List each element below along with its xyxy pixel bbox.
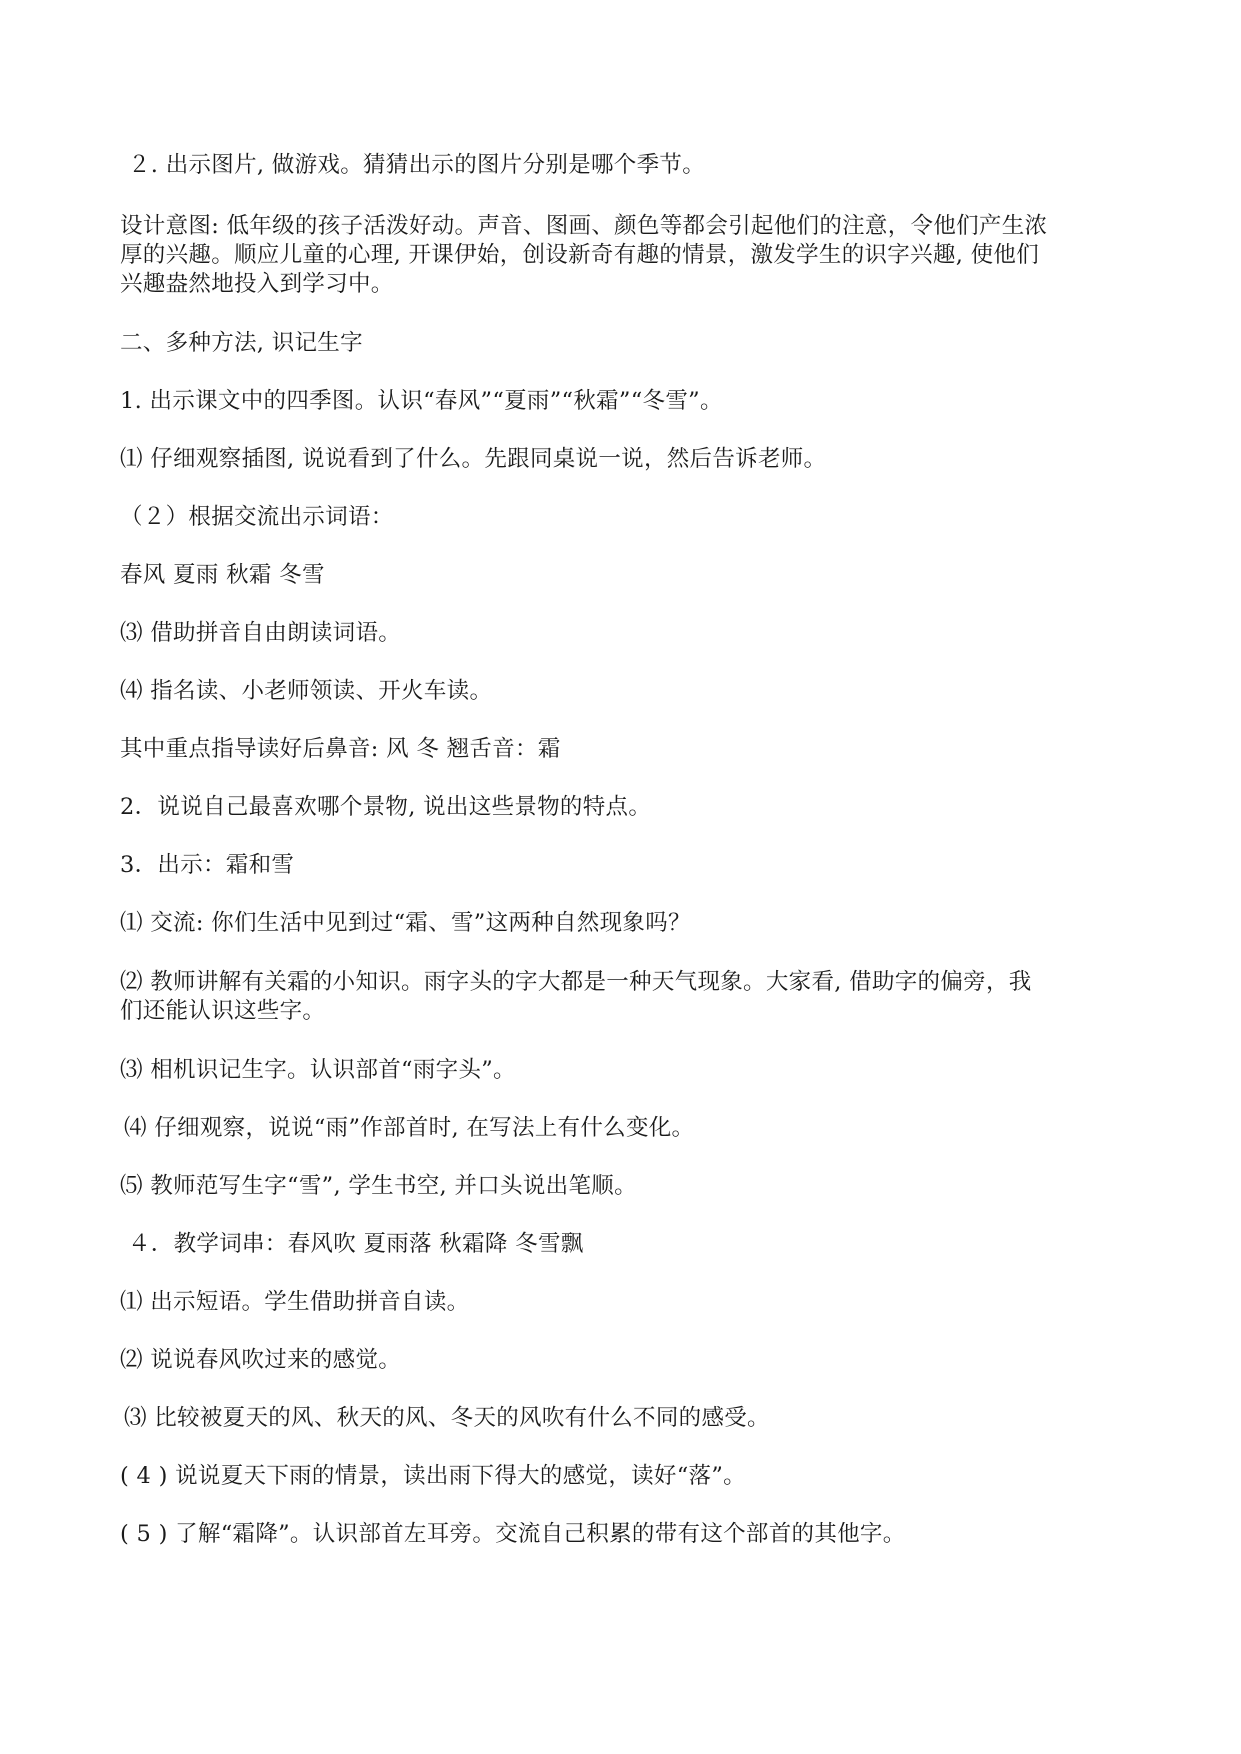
sub-item-2-teacher-explain-line-1: ⑵ 教师讲解有关霜的小知识。雨字头的字大都是一种天气现象。大家看, 借助字的偏旁，我: [120, 969, 1032, 995]
sub-item-4-summer-rain: ( 4 ) 说说夏天下雨的情景，读出雨下得大的感觉，读好“落”。: [120, 1463, 746, 1489]
pronunciation-focus: 其中重点指导读好后鼻音: 风 冬 翘舌音：霜: [120, 736, 561, 762]
sub-item-3-read-pinyin: ⑶ 借助拼音自由朗读词语。: [120, 620, 402, 646]
sub-item-1-observe: ⑴ 仔细观察插图, 说说看到了什么。先跟同桌说一说，然后告诉老师。: [120, 446, 827, 472]
design-intent-line-1: 设计意图: 低年级的孩子活泼好动。声音、图画、颜色等都会引起他们的注意，令他们产生浓: [120, 213, 1048, 239]
section-heading-2: 二、多种方法, 识记生字: [120, 330, 363, 356]
sub-item-5-write-snow: ⑸ 教师范写生字“雪”, 学生书空, 并口头说出笔顺。: [120, 1173, 637, 1199]
sub-item-2-spring-wind: ⑵ 说说春风吹过来的感觉。: [120, 1347, 402, 1373]
step-2-show-pictures: ２. 出示图片, 做游戏。猜猜出示的图片分别是哪个季节。: [128, 152, 706, 178]
sub-item-4-observe-radical: ⑷ 仔细观察，说说“雨”作部首时, 在写法上有什么变化。: [124, 1115, 695, 1141]
sub-item-2-teacher-explain-line-2: 们还能认识这些字。: [120, 998, 326, 1024]
item-4-word-chain: ４．教学词串：春风吹 夏雨落 秋霜降 冬雪飘: [128, 1231, 584, 1257]
item-2-favorite-scene: 2．说说自己最喜欢哪个景物, 说出这些景物的特点。: [120, 794, 652, 820]
sub-item-3-radical: ⑶ 相机识记生字。认识部首“雨字头”。: [120, 1057, 516, 1083]
item-3-frost-snow: 3．出示：霜和雪: [120, 852, 295, 878]
design-intent-line-2: 厚的兴趣。顺应儿童的心理, 开课伊始，创设新奇有趣的情景，激发学生的识字兴趣, 使他们: [120, 242, 1040, 268]
sub-item-3-compare-winds: ⑶ 比较被夏天的风、秋天的风、冬天的风吹有什么不同的感受。: [124, 1405, 770, 1431]
sub-item-1-discuss: ⑴ 交流: 你们生活中见到过“霜、雪”这两种自然现象吗？: [120, 910, 691, 936]
sub-item-1-phrases: ⑴ 出示短语。学生借助拼音自读。: [120, 1289, 470, 1315]
sub-item-4-read-aloud: ⑷ 指名读、小老师领读、开火车读。: [120, 678, 493, 704]
sub-item-5-frost-descent: ( 5 ) 了解“霜降”。认识部首左耳旁。交流自己积累的带有这个部首的其他字。: [120, 1521, 906, 1547]
item-1-four-seasons: 1. 出示课文中的四季图。认识“春风”“夏雨”“秋霜”“冬雪”。: [120, 388, 723, 414]
sub-item-2-show-words: （２）根据交流出示词语：: [120, 504, 394, 530]
design-intent-line-3: 兴趣盎然地投入到学习中。: [120, 271, 394, 297]
word-list-seasons: 春风 夏雨 秋霜 冬雪: [120, 562, 325, 588]
